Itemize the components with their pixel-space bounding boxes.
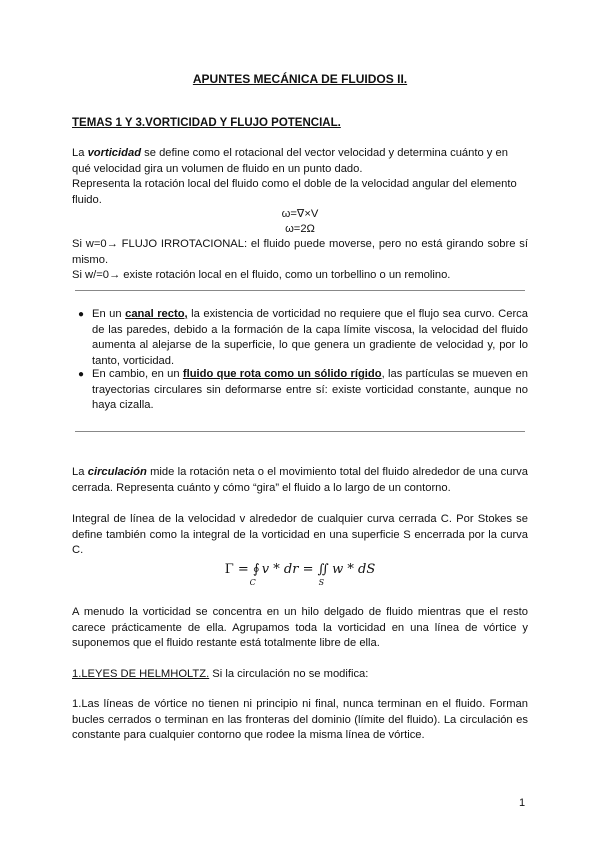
text-run: , las partículas se mueven en trayectorias circulares sin deformarse entre sí: existe vorticidad constante, aunque no haya cizalla. [92, 368, 528, 411]
helmholtz-law-1: 1.Las líneas de vórtice no tienen ni principio ni final, nunca terminan en el fluido. Forman bucles cerrados o terminan en las fronteras del dominio (límite del fluido). La circulación es constante para cualquier contorno que rodee la misma línea de vórtice. [72, 698, 528, 741]
vorticity-definition [72, 146, 528, 177]
equation-curl: ω=∇×V [281, 208, 319, 220]
text-run: se define como el rotacional del vector velocidad y determina cuánto y en qué velocidad gira un volumen de fluido en un punto dado. [72, 147, 508, 175]
helmholtz-heading: 1.LEYES DE HELMHOLTZ. [72, 668, 210, 680]
circulation-formula [0, 562, 600, 587]
text-run: mide la rotación neta o el movimiento total del fluido alrededor de una curva cerrada. Representa cuánto y cómo “gira” el fluido a lo largo de un contorno. [72, 466, 528, 494]
rotational-case: Si w/=0→ existe rotación local en el fluido, como un torbellino o un remolino. [72, 269, 451, 281]
term-canal-recto: canal recto, [125, 308, 188, 320]
divider-top [75, 290, 525, 291]
formula-mid: v * dr = ∬ [261, 562, 329, 577]
page-number: 1 [519, 797, 526, 809]
term-circulacion: circulación [87, 466, 147, 478]
circulation-definition [72, 465, 528, 496]
text-run: La [72, 466, 88, 478]
vortex-line-paragraph: A menudo la vorticidad se concentra en un hilo delgado de fluido mientras que el resto carece prácticamente de ella. Agrupamos toda la vorticidad en una línea de vórtice y suponemos que el fluido restante está totalmente libre de ella. [72, 606, 528, 649]
irrotational-case: Si w=0→ FLUJO IRROTACIONAL: el fluido puede moverse, pero no está girando sobre sí mismo. [72, 238, 528, 266]
text-run: Si la circulación no se modifica: [209, 668, 369, 680]
term-solido-rigido: fluido que rota como un sólido rígido [182, 368, 382, 380]
bullet-solido-rigido [78, 367, 528, 414]
divider-bottom [75, 431, 525, 432]
section-title: TEMAS 1 Y 3.VORTICIDAD Y FLUJO POTENCIAL. [72, 117, 341, 129]
vorticity-representation: Representa la rotación local del fluido como el doble de la velocidad angular del elemento fluido. [72, 178, 517, 206]
bullet-dot-icon: ● [78, 309, 85, 320]
helmholtz-heading-line [72, 667, 528, 683]
formula-sub-c: C [249, 578, 256, 587]
text-run: la existencia de vorticidad no requiere que el flujo sea curvo. Cerca de las paredes, debido a la formación de la capa límite viscosa, la velocidad del fluido aumenta al alejarse de la superficie, lo que genera un gradiente de velocidad y, por lo tanto, vorticidad. [92, 308, 528, 367]
text-run: En cambio, en un [92, 368, 183, 380]
formula-rhs: w * dS [332, 562, 376, 577]
formula-lhs: Γ = ∮ [224, 562, 260, 577]
formula-sub-s: S [318, 578, 325, 587]
text-run: En un [92, 308, 126, 320]
document-title: APUNTES MECÁNICA DE FLUIDOS II. [192, 72, 408, 86]
bullet-dot-icon: ● [78, 369, 85, 380]
text-run: La [72, 147, 88, 159]
term-vorticidad: vorticidad [87, 147, 142, 159]
equation-angular: ω=2Ω [285, 223, 315, 235]
bullet-canal-recto [78, 307, 528, 369]
line-integral-paragraph: Integral de línea de la velocidad v alrededor de cualquier curva cerrada C. Por Stokes se define también como la integral de la vorticidad en una superficie S encerrada por la curva C. [72, 513, 528, 556]
